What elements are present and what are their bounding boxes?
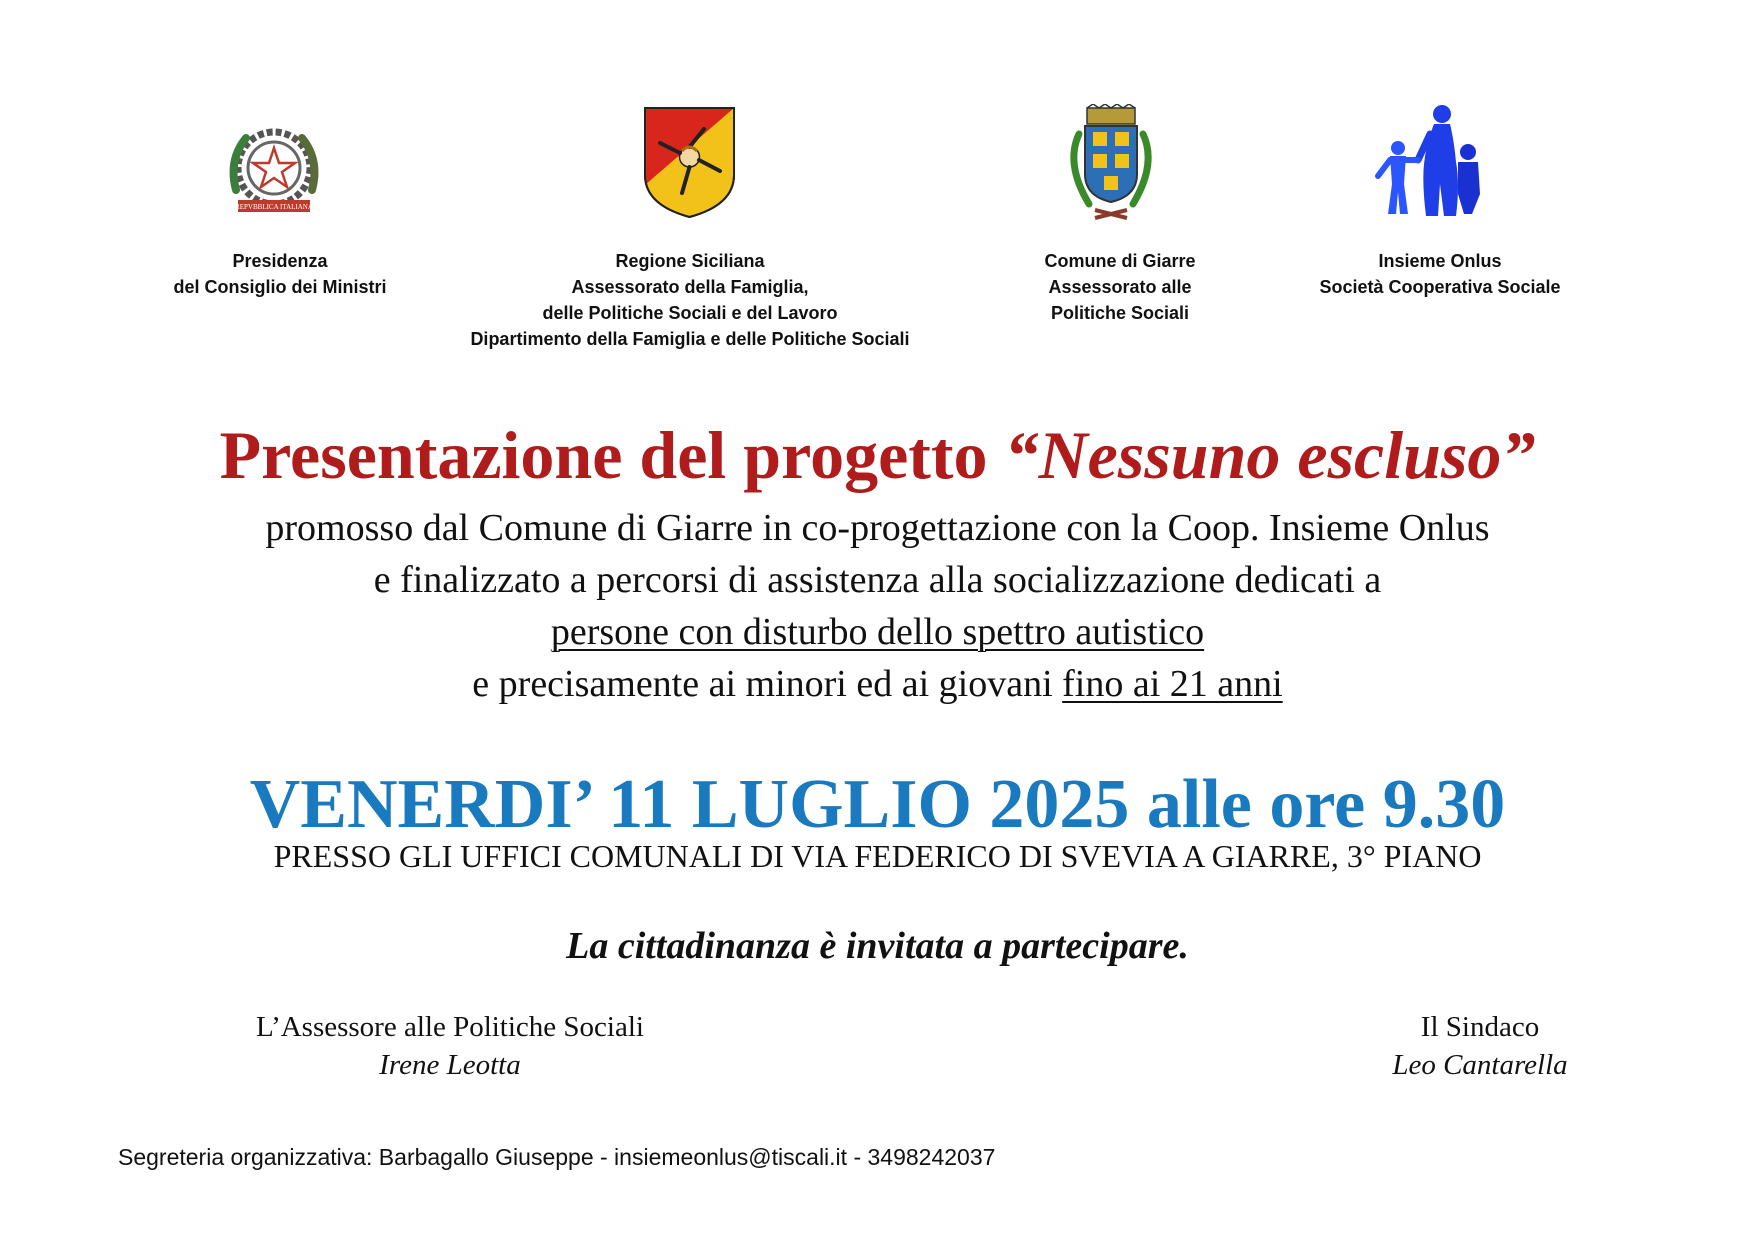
page-title — [0, 415, 1755, 495]
invitation-text: La cittadinanza è invitata a partecipare. — [566, 925, 1189, 967]
intro-age-underlined: fino ai 21 anni — [1062, 663, 1283, 705]
project-name: “Nessuno escluso” — [1004, 417, 1536, 493]
org-caption-giarre — [1020, 248, 1220, 326]
org-line: Insieme Onlus — [1378, 251, 1502, 271]
org-line: Presidenza — [232, 251, 328, 271]
org-line: Società Cooperativa Sociale — [1319, 277, 1561, 297]
footer-contact: Segreteria organizzativa: Barbagallo Giuseppe - insiemeonlus@tiscali.it - 3498242037 — [118, 1144, 996, 1170]
family-silhouette-icon — [1368, 104, 1488, 220]
org-line: Assessorato alle — [1048, 277, 1192, 297]
org-caption-region — [440, 248, 940, 352]
italian-republic-emblem-icon — [224, 120, 324, 220]
event-venue: PRESSO GLI UFFICI COMUNALI DI VIA FEDERICO DI SVEVIA A GIARRE, 3° PIANO — [273, 838, 1482, 874]
title-prefix: Presentazione del progetto — [219, 417, 1005, 493]
intro-line: e precisamente ai minori ed ai giovani — [472, 663, 1063, 705]
org-caption-presidency — [130, 248, 430, 300]
org-line: Dipartimento della Famiglia e delle Politiche Sociali — [470, 329, 910, 349]
signature-name: Leo Cantarella — [1392, 1049, 1568, 1081]
org-line: del Consiglio dei Ministri — [173, 277, 387, 297]
signature-sindaco — [1330, 1008, 1630, 1084]
intro-paragraph — [0, 502, 1755, 710]
signature-role: Il Sindaco — [1420, 1011, 1540, 1043]
intro-line: promosso dal Comune di Giarre in co-progettazione con la Coop. Insieme Onlus — [265, 507, 1490, 549]
giarre-coat-of-arms-icon — [1055, 104, 1167, 222]
signature-assessore — [200, 1008, 700, 1084]
org-line: Politiche Sociali — [1050, 303, 1190, 323]
org-line: delle Politiche Sociali e del Lavoro — [542, 303, 838, 323]
svg-text:REPVBBLICA ITALIANA: REPVBBLICA ITALIANA — [235, 203, 313, 211]
org-line: Assessorato della Famiglia, — [571, 277, 809, 297]
intro-line: e finalizzato a percorsi di assistenza alla socializzazione dedicati a — [373, 559, 1382, 601]
org-line: Regione Siciliana — [615, 251, 765, 271]
event-date: VENERDI’ 11 LUGLIO 2025 alle ore 9.30 — [249, 766, 1506, 843]
org-line: Comune di Giarre — [1044, 251, 1196, 271]
signature-name: Irene Leotta — [379, 1049, 521, 1081]
signature-role: L’Assessore alle Politiche Sociali — [256, 1011, 644, 1043]
sicilian-region-coat-of-arms-icon — [642, 105, 737, 220]
org-caption-insieme — [1290, 248, 1590, 300]
intro-target-underlined: persone con disturbo dello spettro autistico — [550, 611, 1205, 653]
